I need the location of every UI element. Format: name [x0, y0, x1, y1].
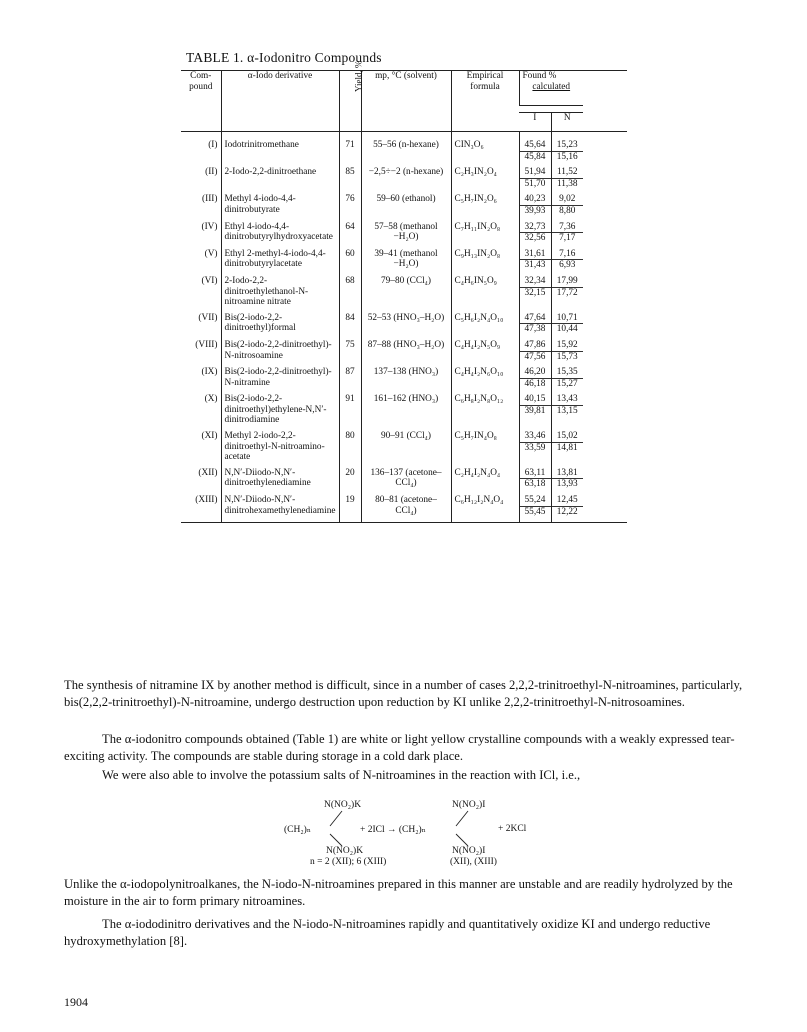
n-content [551, 140, 583, 162]
melting-point: 52–53 (HNO₃–H₂O) [361, 313, 451, 335]
n-found: 10,71 [552, 313, 584, 325]
eq-byproduct: + 2KCl [498, 824, 527, 834]
n-calculated: 11,38 [556, 178, 578, 189]
melting-point: 59–60 (ethanol) [361, 194, 451, 216]
eq-note-left: n = 2 (XII); 6 (XIII) [310, 857, 387, 867]
n-found: 15,35 [552, 367, 584, 379]
compound-number: (XII) [198, 467, 218, 478]
derivative-name: 2-Iodo-2,2-dinitroethylethanol-N-nitroamine nitrate [221, 276, 339, 308]
i-found: 40,23 [520, 194, 551, 206]
i-found: 51,94 [520, 167, 551, 179]
derivative-name: Methyl 4-iodo-4,4-dinitrobutyrate [221, 194, 339, 216]
col-i: I [519, 113, 551, 132]
yield-value: 91 [339, 394, 361, 426]
compound-number: (V) [204, 248, 218, 259]
i-found: 45,64 [520, 140, 551, 152]
n-calculated: 17,72 [556, 287, 578, 298]
eq-right-top: N(NO₂)I [452, 800, 486, 810]
i-found: 32,73 [520, 222, 551, 234]
n-calculated: 15,73 [556, 351, 578, 362]
col-yield: Yield, % [352, 60, 363, 93]
n-found: 13,43 [552, 394, 584, 406]
derivative-name: Bis(2-iodo-2,2-dinitroethyl)ethylene-N,N′-dinitrodiamine [221, 394, 339, 426]
i-calculated: 32,15 [524, 287, 546, 298]
table-row [181, 367, 627, 389]
compound-number: (VII) [198, 312, 218, 323]
i-found: 47,64 [520, 313, 551, 325]
i-calculated: 31,43 [524, 260, 546, 271]
i-content [519, 140, 551, 162]
empirical-formula: C₅H₇IN₂O₆ [451, 194, 519, 216]
n-content [551, 167, 583, 189]
yield-value: 76 [339, 194, 361, 216]
i-content [519, 431, 551, 463]
empirical-formula: CIN₃O₆ [451, 140, 519, 162]
col-formula: Empirical formula [451, 71, 519, 132]
i-found: 63,11 [520, 468, 551, 480]
n-found: 7,36 [552, 222, 584, 234]
empirical-formula: C₉H₁₃IN₂O₈ [451, 249, 519, 271]
eq-left-top: N(NO₂)K [324, 800, 362, 810]
i-content [519, 340, 551, 362]
n-calculated: 7,17 [559, 233, 576, 244]
table-row [181, 222, 627, 244]
n-calculated: 15,27 [556, 378, 578, 389]
yield-value: 19 [339, 495, 361, 517]
yield-value: 87 [339, 367, 361, 389]
n-calculated: 12,22 [556, 506, 578, 517]
i-found: 31,61 [520, 249, 551, 261]
derivative-name: N,N′-Diiodo-N,N′-dinitroethylenediamine [221, 468, 339, 490]
i-calculated: 47,38 [524, 324, 546, 335]
n-found: 15,02 [552, 431, 584, 443]
compound-number: (VI) [201, 275, 218, 286]
n-content [551, 340, 583, 362]
i-content [519, 167, 551, 189]
n-found: 7,16 [552, 249, 584, 261]
i-content [519, 194, 551, 216]
empirical-formula: C₆H₈I₂N₈O₁₂ [451, 394, 519, 426]
empirical-formula: C₅H₇IN₄O₈ [451, 431, 519, 463]
i-calculated: 33,59 [524, 442, 546, 453]
col-n: N [551, 113, 583, 132]
table-row [181, 276, 627, 308]
table-row [181, 340, 627, 362]
i-content [519, 495, 551, 517]
n-calculated: 13,93 [556, 479, 578, 490]
table-row [181, 249, 627, 271]
col-mp: mp, °C (solvent) [361, 71, 451, 132]
n-calculated: 6,93 [559, 260, 576, 271]
n-calculated: 14,81 [556, 442, 578, 453]
melting-point: 79–80 (CCl₄) [361, 276, 451, 308]
i-calculated: 39,81 [524, 405, 546, 416]
n-found: 15,92 [552, 340, 584, 352]
compound-number: (X) [204, 394, 218, 405]
melting-point: −2,5÷−2 (n-hexane) [361, 167, 451, 189]
i-found: 55,24 [520, 495, 551, 507]
melting-point: 90–91 (CCl₄) [361, 431, 451, 463]
n-content [551, 495, 583, 517]
n-calculated: 13,15 [556, 405, 578, 416]
i-found: 32,34 [520, 276, 551, 288]
derivative-name: Bis(2-iodo-2,2-dinitroethyl)-N-nitramine [221, 367, 339, 389]
compound-number: (III) [202, 194, 218, 205]
n-found: 13,81 [552, 468, 584, 480]
col-derivative: α-Iodo derivative [221, 71, 339, 132]
yield-value: 68 [339, 276, 361, 308]
compound-number: (II) [205, 167, 218, 178]
paragraph-3: We were also able to involve the potassium salts of N-nitroamines in the reaction with ICl, i.e., [102, 768, 581, 782]
derivative-name: Methyl 2-iodo-2,2-dinitroethyl-N-nitroamino-acetate [221, 431, 339, 463]
n-content [551, 431, 583, 463]
n-calculated: 10,44 [556, 324, 578, 335]
derivative-name: Iodotrinitromethane [221, 140, 339, 162]
yield-value: 71 [339, 140, 361, 162]
yield-value: 64 [339, 222, 361, 244]
table-row [181, 194, 627, 216]
derivative-name: Ethyl 4-iodo-4,4-dinitrobutyrylhydroxyacetate [221, 222, 339, 244]
compound-number: (IV) [201, 221, 218, 232]
i-found: 40,15 [520, 394, 551, 406]
empirical-formula: C₄H₆IN₅O₉ [451, 276, 519, 308]
yield-value: 80 [339, 431, 361, 463]
empirical-formula: C₂H₄I₂N₄O₄ [451, 468, 519, 490]
i-calculated: 39,93 [524, 205, 546, 216]
table-row [181, 313, 627, 335]
melting-point: 136–137 (acetone–CCl₄) [361, 468, 451, 490]
empirical-formula: C₆H₁₂I₂N₄O₄ [451, 495, 519, 517]
i-calculated: 45,84 [524, 151, 546, 162]
i-content [519, 367, 551, 389]
n-found: 11,52 [552, 167, 584, 179]
table-row [181, 495, 627, 517]
melting-point: 137–138 (HNO₃) [361, 367, 451, 389]
paragraph-4: Unlike the α-iodopolynitroalkanes, the N-iodo-N-nitroamines prepared in this manner are unstable and are readily hydrolyzed by the moisture in the air to form primary nitroamines. [64, 877, 733, 908]
page-number: 1904 [64, 995, 88, 1009]
n-content [551, 367, 583, 389]
n-calculated: 15,16 [556, 151, 578, 162]
eq-left-mid: (CH₂)ₙ [284, 825, 311, 835]
eq-note-right: (XII), (XIII) [450, 857, 497, 867]
table-header-row [181, 71, 627, 106]
i-content [519, 222, 551, 244]
i-content [519, 276, 551, 308]
melting-point: 55–56 (n-hexane) [361, 140, 451, 162]
eq-right-bot: N(NO₂)I [452, 846, 486, 856]
iodonitro-table [181, 60, 627, 523]
table-caption: TABLE 1. α-Iodonitro Compounds [186, 50, 382, 65]
i-content [519, 468, 551, 490]
compound-number: (VIII) [195, 339, 218, 350]
i-found: 47,86 [520, 340, 551, 352]
i-calculated: 51,70 [524, 178, 546, 189]
empirical-formula: C₄H₄I₂N₆O₁₀ [451, 367, 519, 389]
n-content [551, 394, 583, 426]
i-calculated: 46,18 [524, 378, 546, 389]
table-row [181, 468, 627, 490]
empirical-formula: C₂H₃IN₂O₄ [451, 167, 519, 189]
i-calculated: 47,56 [524, 351, 546, 362]
paragraph-2: The α-iodonitro compounds obtained (Table 1) are white or light yellow crystalline compounds with a weakly expressed tear-exciting activity. The compounds are stable during storage in a cold dark place. [64, 732, 735, 763]
yield-value: 60 [339, 249, 361, 271]
reaction-equation [280, 800, 560, 868]
yield-value: 75 [339, 340, 361, 362]
derivative-name: 2-Iodo-2,2-dinitroethane [221, 167, 339, 189]
melting-point: 161–162 (HNO₃) [361, 394, 451, 426]
melting-point: 80–81 (acetone–CCl₄) [361, 495, 451, 517]
melting-point: 87–88 (HNO₃–H₂O) [361, 340, 451, 362]
n-found: 17,99 [552, 276, 584, 288]
n-found: 9,02 [552, 194, 584, 206]
col-found: Found % [522, 71, 557, 81]
table-row [181, 140, 627, 162]
paragraph-5: The α-iododinitro derivatives and the N-iodo-N-nitroamines rapidly and quantitatively oxidize KI and undergo reductive hydroxymethylation [8]. [64, 917, 711, 948]
compound-number: (IX) [201, 367, 218, 378]
eq-left-bot: N(NO₂)K [326, 846, 364, 856]
col-compound: Com- pound [189, 71, 213, 92]
n-content [551, 249, 583, 271]
table-row [181, 167, 627, 189]
n-found: 12,45 [552, 495, 584, 507]
n-content [551, 313, 583, 335]
table-row [181, 394, 627, 426]
n-content [551, 468, 583, 490]
i-content [519, 313, 551, 335]
i-calculated: 55,45 [524, 506, 546, 517]
yield-value: 84 [339, 313, 361, 335]
compound-number: (XI) [201, 431, 218, 442]
derivative-name: Bis(2-iodo-2,2-dinitroethyl)formal [221, 313, 339, 335]
n-content [551, 222, 583, 244]
eq-reagent: + 2ICl → (CH₂)ₙ [360, 825, 426, 835]
compound-number: (I) [208, 140, 218, 150]
derivative-name: Ethyl 2-methyl-4-iodo-4,4-dinitrobutyrylacetate [221, 249, 339, 271]
i-found: 33,46 [520, 431, 551, 443]
yield-value: 85 [339, 167, 361, 189]
empirical-formula: C₇H₁₁IN₂O₈ [451, 222, 519, 244]
n-content [551, 276, 583, 308]
empirical-formula: C₅H₆I₂N₄O₁₀ [451, 313, 519, 335]
melting-point: 57–58 (methanol −H₂O) [361, 222, 451, 244]
derivative-name: Bis(2-iodo-2,2-dinitroethyl)-N-nitrosoamine [221, 340, 339, 362]
i-calculated: 32,56 [524, 233, 546, 244]
derivative-name: N,N′-Diiodo-N,N′-dinitrohexamethylenediamine [221, 495, 339, 517]
yield-value: 20 [339, 468, 361, 490]
compound-number: (XIII) [195, 495, 218, 506]
i-found: 46,20 [520, 367, 551, 379]
n-found: 15,23 [552, 140, 584, 152]
n-calculated: 8,80 [559, 205, 576, 216]
i-content [519, 394, 551, 426]
i-calculated: 63,18 [524, 479, 546, 490]
paragraph-1: The synthesis of nitramine IX by another method is difficult, since in a number of cases 2,2,2-trinitroethyl-N-nitroamines, particularly, bis(2,2,2-trinitroethyl)-N-nitroamine, undergo destruction upon reduction by KI unlike 2,2,2-trinitroethyl-N-nitrosoamines. [64, 678, 743, 709]
table-row [181, 431, 627, 463]
empirical-formula: C₄H₄I₂N₅O₉ [451, 340, 519, 362]
melting-point: 39–41 (methanol −H₂O) [361, 249, 451, 271]
i-content [519, 249, 551, 271]
col-calculated: calculated [532, 81, 571, 92]
n-content [551, 194, 583, 216]
